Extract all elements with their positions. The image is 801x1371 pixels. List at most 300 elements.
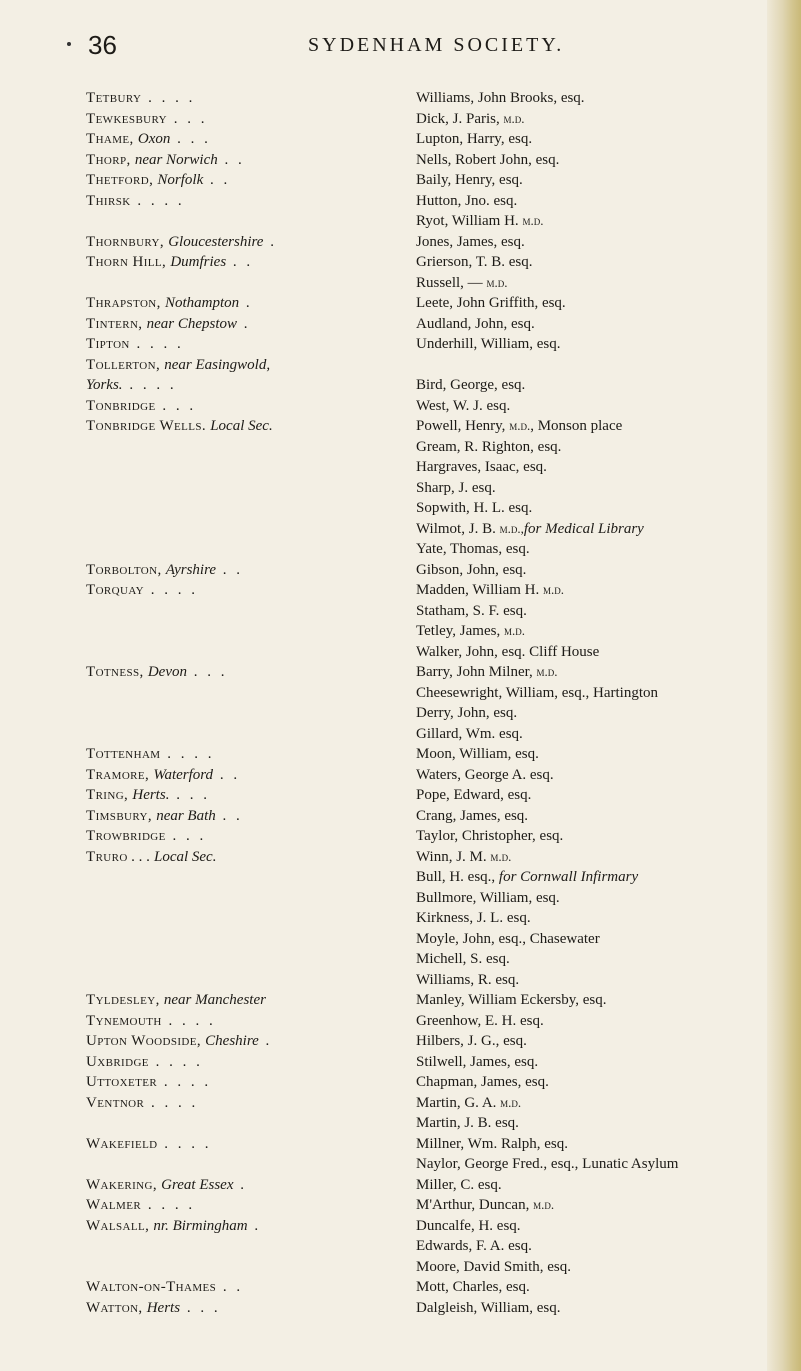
dot-leader: . — [237, 315, 251, 332]
dot-leader: . . — [226, 254, 254, 270]
place-label: Tonbridge Wells. — [86, 418, 211, 434]
member-entry — [416, 211, 543, 232]
member-entry — [416, 949, 510, 970]
member-name: Underhill, William, esq. — [416, 336, 561, 352]
list-item — [86, 1093, 766, 1114]
place-label: Watton, — [86, 1299, 147, 1316]
list-item — [86, 88, 766, 109]
member-name: Martin, G. A. — [416, 1094, 501, 1111]
place-label: Wakering, — [86, 1176, 162, 1193]
member-name: Pope, Edward, esq. — [416, 787, 532, 803]
place-qualifier: near Manchester — [163, 992, 266, 1008]
member-name: Hargraves, Isaac, esq. — [416, 459, 547, 475]
place-label: Tetbury — [86, 90, 142, 106]
degree: m.d. — [490, 848, 512, 864]
dot-leader: . . . . — [129, 336, 184, 352]
list-item — [86, 170, 766, 191]
member-name: Edwards, F. A. esq. — [416, 1238, 532, 1254]
list-item — [86, 1236, 766, 1257]
place-name — [86, 375, 412, 396]
place-name — [86, 252, 412, 273]
place-name — [86, 1277, 412, 1298]
member-entry — [416, 744, 539, 765]
member-entry — [416, 478, 496, 499]
member-name: Naylor, George Fred., esq., Lunatic Asylum — [416, 1156, 679, 1172]
dot-leader: . . — [216, 1279, 244, 1295]
member-name: Miller, C. esq. — [416, 1176, 502, 1193]
place-qualifier: near Easingwold, — [164, 356, 271, 373]
list-item — [86, 642, 766, 663]
list-item — [86, 1195, 766, 1216]
list-item — [86, 1175, 766, 1196]
member-entry — [416, 1216, 521, 1237]
member-entry — [416, 1072, 549, 1093]
dot-leader: . . . . — [144, 1094, 199, 1111]
member-name: Winn, J. M. — [416, 848, 491, 865]
place-label: Wakefield — [86, 1135, 158, 1152]
dot-leader: . — [239, 295, 253, 311]
member-name: Wilmot, J. B. — [416, 520, 500, 537]
list-item — [86, 396, 766, 417]
member-entry — [416, 1134, 568, 1155]
dot-leader: . . . — [155, 397, 197, 414]
list-item — [86, 560, 766, 581]
list-item — [86, 888, 766, 909]
list-item — [86, 703, 766, 724]
list-item — [86, 929, 766, 950]
member-name: Stilwell, James, esq. — [416, 1053, 539, 1070]
place-name — [86, 396, 412, 417]
dot-leader: . . — [215, 807, 243, 824]
list-item — [86, 621, 766, 642]
member-note: for Medical Library — [523, 520, 644, 537]
member-name: Gillard, Wm. esq. — [416, 725, 523, 742]
place-label: Tintern, — [86, 315, 147, 332]
member-name: M'Arthur, Duncan, — [416, 1197, 534, 1213]
dot-leader: . . . . — [141, 90, 196, 106]
member-entry — [416, 375, 525, 396]
list-item — [86, 150, 766, 171]
member-entry — [416, 601, 527, 622]
list-item — [86, 580, 766, 601]
member-entry — [416, 150, 559, 171]
place-name — [86, 1093, 412, 1114]
member-entry — [416, 765, 554, 786]
place-name — [86, 1072, 412, 1093]
place-label: Tynemouth — [86, 1012, 162, 1029]
member-name: Madden, William H. — [416, 582, 544, 598]
page-edge-shading — [767, 0, 801, 1371]
dot-leader: . — [258, 1033, 273, 1049]
place-qualifier: Herts. — [132, 787, 170, 803]
member-entry — [416, 621, 525, 642]
place-qualifier: Waterford — [153, 766, 214, 783]
list-item — [86, 211, 766, 232]
list-item — [86, 355, 766, 376]
member-entry — [416, 1154, 678, 1175]
list-item — [86, 724, 766, 745]
place-name — [86, 191, 412, 212]
dot-leader: . — [233, 1176, 247, 1193]
list-item — [86, 1134, 766, 1155]
member-entry — [416, 1195, 554, 1216]
dot-leader: . — [247, 1217, 262, 1234]
dot-leader: . . . . — [161, 1012, 216, 1029]
member-entry — [416, 334, 561, 355]
member-name: Kirkness, J. L. esq. — [416, 910, 531, 926]
member-entry — [416, 929, 600, 950]
page-number: 36 — [88, 30, 117, 60]
degree: m.d. — [503, 110, 525, 126]
list-item — [86, 1257, 766, 1278]
place-label: Thrapston, — [86, 295, 165, 311]
dot-leader: . — [263, 233, 277, 250]
corner-mark — [67, 42, 71, 46]
member-entry — [416, 560, 526, 581]
list-item — [86, 601, 766, 622]
place-label: Tollerton, — [86, 356, 165, 373]
place-label: Trowbridge — [86, 828, 166, 844]
place-qualifier: near Norwich — [134, 151, 218, 168]
member-entry — [416, 908, 531, 929]
member-name: Duncalfe, H. esq. — [416, 1217, 521, 1234]
member-name: Michell, S. esq. — [416, 951, 510, 967]
list-item — [86, 478, 766, 499]
place-label: Thornbury, — [86, 233, 169, 250]
dot-leader: . . — [217, 151, 245, 168]
member-entry — [416, 703, 517, 724]
member-entry — [416, 88, 585, 109]
list-item — [86, 191, 766, 212]
list-item — [86, 375, 766, 396]
member-entry — [416, 662, 558, 683]
member-entry — [416, 724, 523, 745]
list-item — [86, 744, 766, 765]
member-name: Lupton, Harry, esq. — [416, 131, 533, 147]
member-entry — [416, 1257, 571, 1278]
member-entry — [416, 457, 547, 478]
member-entry — [416, 785, 531, 806]
member-name: Gream, R. Righton, esq. — [416, 438, 562, 455]
place-name — [86, 1195, 412, 1216]
degree: m.d. — [533, 1197, 555, 1212]
member-name: Sharp, J. esq. — [416, 479, 496, 496]
place-label: Tottenham — [86, 746, 161, 762]
member-name: Moyle, John, esq., Chasewater — [416, 930, 600, 947]
place-qualifier: Ayrshire — [165, 561, 217, 578]
dot-leader: . . . — [169, 787, 210, 803]
place-qualifier: Norfolk — [157, 172, 204, 188]
place-qualifier: nr. Birmingham — [153, 1217, 248, 1234]
member-name: Powell, Henry, — [416, 418, 510, 434]
member-name: Ryot, William H. — [416, 213, 523, 229]
member-name: Dick, J. Paris, — [416, 110, 504, 127]
place-name — [86, 129, 412, 150]
dot-leader: . . — [203, 172, 231, 188]
member-name: Tetley, James, — [416, 623, 504, 639]
member-list — [86, 88, 766, 1318]
list-item — [86, 457, 766, 478]
list-item — [86, 1277, 766, 1298]
place-name — [86, 560, 412, 581]
dot-leader: . . . . — [160, 746, 215, 762]
list-item — [86, 949, 766, 970]
place-label: Tyldesley, — [86, 992, 164, 1008]
place-name — [86, 150, 412, 171]
place-label: Tipton — [86, 336, 130, 352]
member-entry — [416, 232, 525, 253]
place-label: Tewkesbury — [86, 110, 167, 127]
member-entry — [416, 1298, 561, 1319]
member-entry — [416, 867, 638, 888]
member-name: Derry, John, esq. — [416, 705, 518, 721]
member-name: West, W. J. esq. — [416, 397, 511, 414]
member-name: Waters, George A. esq. — [416, 766, 554, 783]
running-title: SYDENHAM SOCIETY. — [308, 34, 565, 56]
list-item — [86, 232, 766, 253]
list-item — [86, 437, 766, 458]
list-item — [86, 1072, 766, 1093]
place-name — [86, 990, 412, 1011]
place-label: Thorn Hill, — [86, 254, 171, 270]
list-item — [86, 867, 766, 888]
member-entry — [416, 1093, 521, 1114]
member-entry — [416, 888, 560, 909]
member-entry — [416, 314, 535, 335]
place-name — [86, 109, 412, 130]
place-name — [86, 744, 412, 765]
place-qualifier: Yorks. — [86, 377, 123, 393]
member-name: Audland, John, esq. — [416, 315, 535, 332]
member-name: Hutton, Jno. esq. — [416, 192, 518, 209]
place-qualifier: Devon — [147, 664, 187, 680]
place-qualifier: near Bath — [156, 807, 216, 824]
place-name — [86, 1052, 412, 1073]
member-name: Crang, James, esq. — [416, 807, 529, 824]
list-item — [86, 1113, 766, 1134]
list-item — [86, 273, 766, 294]
place-name — [86, 1175, 412, 1196]
dot-leader: . . . — [165, 828, 207, 844]
list-item — [86, 293, 766, 314]
list-item — [86, 785, 766, 806]
place-name — [86, 1031, 412, 1052]
place-label: Thame, — [86, 131, 138, 147]
member-entry — [416, 847, 511, 868]
member-name: Statham, S. F. esq. — [416, 602, 527, 619]
place-label: Upton Woodside, — [86, 1033, 206, 1049]
member-entry — [416, 437, 561, 458]
member-name: Moon, William, esq. — [416, 746, 539, 762]
dot-leader: . . . . — [141, 1197, 196, 1213]
list-item — [86, 806, 766, 827]
place-label: Walsall, — [86, 1217, 154, 1234]
place-name — [86, 1216, 412, 1237]
dot-leader: . . . . — [148, 1053, 203, 1070]
member-entry — [416, 1175, 502, 1196]
place-name — [86, 826, 412, 847]
place-qualifier: Great Essex — [161, 1176, 234, 1193]
place-name — [86, 785, 412, 806]
member-name: Sopwith, H. L. esq. — [416, 500, 533, 516]
list-item — [86, 683, 766, 704]
place-label: Torquay — [86, 582, 145, 598]
member-entry — [416, 539, 530, 560]
member-name: Gibson, John, esq. — [416, 561, 527, 578]
degree: m.d. — [543, 582, 565, 597]
dot-leader: . . . . — [144, 582, 199, 598]
place-qualifier: Oxon — [137, 131, 171, 147]
dot-leader: . . . — [180, 1299, 221, 1316]
place-qualifier: Nothampton — [164, 295, 240, 311]
list-item — [86, 1031, 766, 1052]
list-item — [86, 765, 766, 786]
place-name — [86, 1134, 412, 1155]
member-entry — [416, 273, 507, 294]
member-name: Cheesewright, William, esq., Hartington — [416, 684, 658, 701]
member-entry — [416, 970, 519, 991]
member-entry — [416, 1236, 532, 1257]
member-entry — [416, 396, 510, 417]
member-entry — [416, 683, 658, 704]
place-name — [86, 293, 412, 314]
place-label: Thetford, — [86, 172, 158, 188]
place-name — [86, 1011, 412, 1032]
member-entry — [416, 1277, 530, 1298]
list-item — [86, 109, 766, 130]
list-item — [86, 539, 766, 560]
dot-leader: . . . . — [130, 192, 185, 209]
member-name: Dalgleish, William, esq. — [416, 1299, 561, 1316]
list-item — [86, 252, 766, 273]
member-entry — [416, 191, 517, 212]
member-name: Barry, John Milner, — [416, 664, 537, 680]
dot-leader: . . . . — [122, 377, 177, 393]
member-entry — [416, 170, 523, 191]
list-item — [86, 416, 766, 437]
place-qualifier: Cheshire — [205, 1033, 259, 1049]
degree: m.d., — [499, 520, 524, 536]
member-name: Leete, John Griffith, esq. — [416, 295, 566, 311]
member-name: Manley, William Eckersby, esq. — [416, 992, 607, 1008]
member-entry — [416, 293, 566, 314]
degree: m.d. — [503, 623, 525, 638]
degree: m.d. — [536, 664, 558, 679]
member-name: Grierson, T. B. esq. — [416, 254, 533, 270]
member-entry — [416, 580, 564, 601]
member-name: Williams, John Brooks, esq. — [416, 90, 585, 106]
place-label: Tonbridge — [86, 397, 156, 414]
member-name: Chapman, James, esq. — [416, 1074, 549, 1090]
place-qualifier: Gloucestershire — [168, 233, 264, 250]
member-name: Mott, Charles, esq. — [416, 1279, 530, 1295]
place-label: Ventnor — [86, 1094, 145, 1111]
place-label: Totness, — [86, 664, 148, 680]
place-qualifier: Dumfries — [170, 254, 227, 270]
place-name — [86, 847, 412, 868]
member-name: Williams, R. esq. — [416, 971, 520, 988]
degree: m.d. — [500, 1094, 522, 1110]
place-name — [86, 88, 412, 109]
place-name — [86, 765, 412, 786]
member-name: Hilbers, J. G., esq. — [416, 1033, 527, 1049]
member-name: Moore, David Smith, esq. — [416, 1258, 571, 1275]
member-name: Greenhow, E. H. esq. — [416, 1012, 544, 1029]
place-name — [86, 662, 412, 683]
place-label: Thorp, — [86, 151, 135, 168]
list-item — [86, 1298, 766, 1319]
place-name — [86, 806, 412, 827]
place-name — [86, 1298, 412, 1319]
member-name: Nells, Robert John, esq. — [416, 151, 560, 168]
degree: m.d. — [486, 274, 508, 290]
list-item — [86, 1052, 766, 1073]
place-label: Walton-on-Thames — [86, 1279, 217, 1295]
list-item — [86, 990, 766, 1011]
list-item — [86, 662, 766, 683]
member-entry — [416, 826, 563, 847]
member-entry — [416, 519, 644, 540]
dot-leader: . . . — [170, 131, 211, 147]
list-item — [86, 908, 766, 929]
degree: m.d. — [509, 418, 531, 433]
member-name: Bullmore, William, esq. — [416, 889, 560, 906]
list-item — [86, 498, 766, 519]
dot-leader: . . . — [167, 110, 208, 127]
member-name: Bird, George, esq. — [416, 377, 526, 393]
place-label: Uxbridge — [86, 1053, 149, 1070]
dot-leader: . . . . — [157, 1135, 212, 1152]
member-entry — [416, 498, 532, 519]
place-label: Thirsk — [86, 192, 131, 209]
dot-leader: . . — [213, 766, 241, 783]
member-note: for Cornwall Infirmary — [498, 869, 639, 885]
page-header — [62, 30, 762, 70]
member-name: Walker, John, esq. Cliff House — [416, 643, 600, 660]
member-name: Jones, James, esq. — [416, 233, 525, 250]
member-name: Millner, Wm. Ralph, esq. — [416, 1135, 569, 1152]
member-entry — [416, 129, 532, 150]
list-item — [86, 1154, 766, 1175]
place-name — [86, 170, 412, 191]
member-name: Bull, H. esq., — [416, 869, 499, 885]
place-name — [86, 355, 412, 376]
place-label: Walmer — [86, 1197, 142, 1213]
place-label: Timsbury, — [86, 807, 157, 824]
member-name: Baily, Henry, esq. — [416, 172, 523, 188]
list-item — [86, 1011, 766, 1032]
member-entry — [416, 642, 599, 663]
place-qualifier: . . . Local Sec. — [127, 848, 217, 865]
member-entry — [416, 1011, 544, 1032]
list-item — [86, 519, 766, 540]
dot-leader: . . . — [186, 664, 228, 680]
member-entry — [416, 1031, 527, 1052]
member-entry — [416, 1113, 519, 1134]
member-entry — [416, 416, 622, 437]
place-qualifier: near Chepstow — [146, 315, 238, 332]
member-entry — [416, 990, 606, 1011]
document-page — [62, 30, 762, 1316]
dot-leader: . . — [216, 561, 244, 578]
place-label: Tring, — [86, 787, 133, 803]
member-entry — [416, 806, 528, 827]
list-item — [86, 847, 766, 868]
member-entry — [416, 252, 533, 273]
place-label: Uttoxeter — [86, 1074, 158, 1090]
dot-leader: . . . . — [157, 1074, 212, 1090]
member-name: Taylor, Christopher, esq. — [416, 828, 564, 844]
